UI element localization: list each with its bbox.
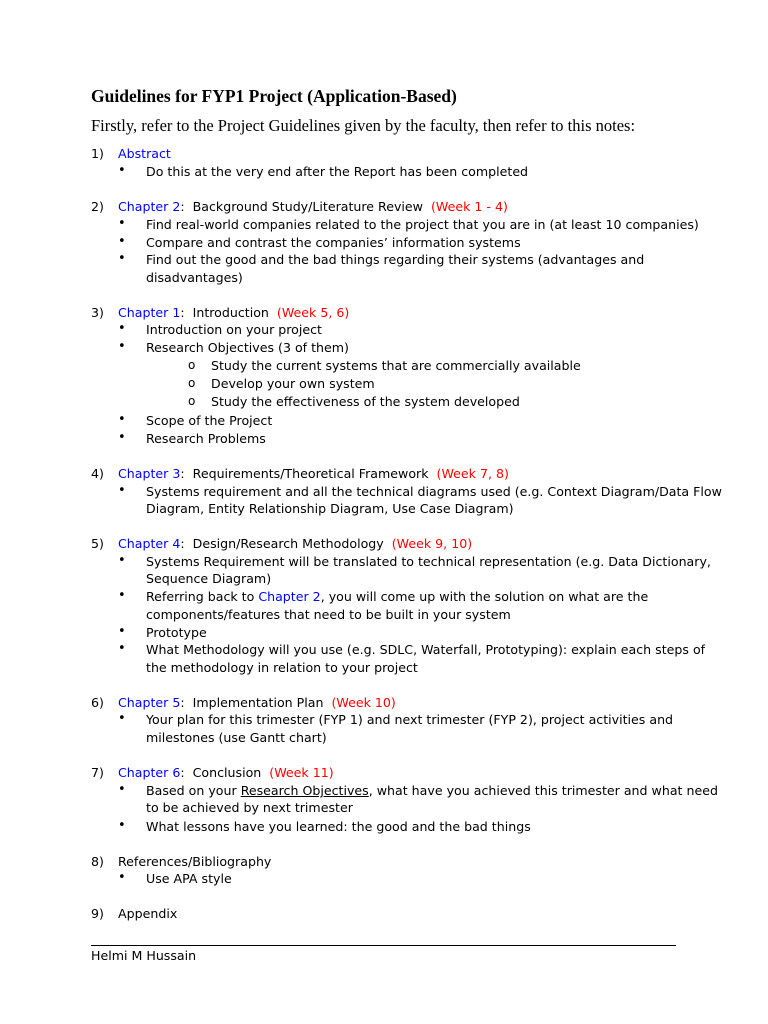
bullet-text bbox=[146, 783, 718, 798]
section-3-number: 3) bbox=[91, 305, 104, 320]
bullet-text: Find real-world companies related to the project that you are in (at least 10 companies) bbox=[146, 217, 699, 232]
bullet: • bbox=[118, 339, 126, 354]
week-label: (Week 5, 6) bbox=[276, 305, 350, 320]
research-objectives-link[interactable]: Research Objectives bbox=[240, 783, 369, 798]
bullet: • bbox=[118, 234, 126, 249]
bullet-text: Research Problems bbox=[146, 431, 266, 446]
bullet-text-continued: milestones (use Gantt chart) bbox=[146, 730, 327, 745]
week-label: (Week 7, 8) bbox=[436, 466, 509, 481]
abstract-link[interactable]: Abstract bbox=[118, 146, 171, 161]
section-3-heading bbox=[118, 305, 349, 320]
bullet: • bbox=[118, 782, 126, 797]
section-4-number: 4) bbox=[91, 466, 104, 481]
section-8-heading: References/Bibliography bbox=[118, 854, 272, 869]
section-6-number: 6) bbox=[91, 695, 104, 710]
bullet-text: Compare and contrast the companies’ information systems bbox=[146, 235, 521, 250]
bullet: • bbox=[118, 412, 126, 427]
section-9-number: 9) bbox=[91, 906, 104, 921]
bullet: • bbox=[118, 163, 126, 178]
chapter-3-link[interactable]: Chapter 3 bbox=[118, 466, 181, 481]
bullet-text: Prototype bbox=[146, 625, 207, 640]
bullet: • bbox=[118, 588, 126, 603]
bullet-text-continued: components/features that need to be built in your system bbox=[146, 607, 511, 622]
chapter-2-reference-link[interactable]: Chapter 2 bbox=[258, 589, 321, 604]
bullet-text: Research Objectives (3 of them) bbox=[146, 340, 349, 355]
sub-bullet: o bbox=[188, 358, 196, 372]
section-8-number: 8) bbox=[91, 854, 104, 869]
sub-bullet-text: Develop your own system bbox=[211, 376, 375, 391]
bullet: • bbox=[118, 818, 126, 833]
bullet-text bbox=[146, 589, 648, 604]
bullet: • bbox=[118, 624, 126, 639]
bullet-text-part: Referring back to bbox=[146, 589, 259, 604]
bullet-text-continued: to be achieved by next trimester bbox=[146, 800, 353, 815]
heading-text: Requirements/Theoretical Framework bbox=[192, 466, 429, 481]
heading-separator: : bbox=[180, 305, 185, 320]
footer-author: Helmi M Hussain bbox=[91, 948, 197, 963]
section-2-number: 2) bbox=[91, 199, 104, 214]
heading-text: Introduction bbox=[192, 305, 269, 320]
chapter-2-link[interactable]: Chapter 2 bbox=[118, 199, 181, 214]
bullet-text: Your plan for this trimester (FYP 1) and next trimester (FYP 2), project activities and bbox=[146, 712, 674, 727]
heading-text: Implementation Plan bbox=[192, 695, 324, 710]
sub-bullet-text: Study the effectiveness of the system developed bbox=[211, 394, 520, 409]
bullet: • bbox=[118, 641, 126, 656]
bullet-text-continued: Sequence Diagram) bbox=[146, 571, 272, 586]
section-5-heading bbox=[118, 536, 472, 551]
bullet-text: Use APA style bbox=[146, 871, 232, 886]
chapter-6-link[interactable]: Chapter 6 bbox=[118, 765, 181, 780]
bullet-text-part: , what have you achieved this trimester and what need bbox=[368, 783, 718, 798]
bullet-text-continued: the methodology in relation to your project bbox=[146, 660, 418, 675]
section-7-number: 7) bbox=[91, 765, 104, 780]
week-label: (Week 9, 10) bbox=[391, 536, 473, 551]
document-title: Guidelines for FYP1 Project (Application-Based) bbox=[91, 86, 457, 106]
week-label: (Week 10) bbox=[331, 695, 396, 710]
bullet-text: Scope of the Project bbox=[146, 413, 273, 428]
heading-text: Background Study/Literature Review bbox=[192, 199, 423, 214]
heading-separator: : bbox=[180, 695, 185, 710]
bullet-text-part: Based on your bbox=[146, 783, 241, 798]
chapter-5-link[interactable]: Chapter 5 bbox=[118, 695, 181, 710]
section-7-heading bbox=[118, 765, 334, 780]
bullet-text: Introduction on your project bbox=[146, 322, 322, 337]
bullet-text-continued: disadvantages) bbox=[146, 270, 243, 285]
bullet: • bbox=[118, 553, 126, 568]
bullet: • bbox=[118, 251, 126, 266]
heading-separator: : bbox=[180, 765, 185, 780]
chapter-1-link[interactable]: Chapter 1 bbox=[118, 305, 181, 320]
bullet: • bbox=[118, 711, 126, 726]
bullet-text: What lessons have you learned: the good and the bad things bbox=[146, 819, 531, 834]
bullet-text-continued: Diagram, Entity Relationship Diagram, Use Case Diagram) bbox=[146, 501, 514, 516]
bullet-text: What Methodology will you use (e.g. SDLC, Waterfall, Prototyping): explain each steps of bbox=[146, 642, 706, 657]
bullet-text: Find out the good and the bad things regarding their systems (advantages and bbox=[146, 252, 645, 267]
section-2-heading bbox=[118, 199, 508, 214]
bullet: • bbox=[118, 321, 126, 336]
sub-bullet: o bbox=[188, 376, 196, 390]
chapter-4-link[interactable]: Chapter 4 bbox=[118, 536, 181, 551]
heading-text: Conclusion bbox=[192, 765, 262, 780]
week-label: (Week 1 - 4) bbox=[431, 199, 508, 214]
bullet-text: Systems requirement and all the technical diagrams used (e.g. Context Diagram/Data Flow bbox=[146, 484, 722, 499]
intro-text: Firstly, refer to the Project Guidelines given by the faculty, then refer to this notes: bbox=[91, 116, 636, 135]
week-label: (Week 11) bbox=[269, 765, 334, 780]
bullet: • bbox=[118, 483, 126, 498]
bullet: • bbox=[118, 870, 126, 885]
bullet-text: Systems Requirement will be translated to technical representation (e.g. Data Dictionary, bbox=[146, 554, 711, 569]
bullet-text-part: , you will come up with the solution on what are the bbox=[320, 589, 649, 604]
section-6-heading bbox=[118, 695, 396, 710]
section-5-number: 5) bbox=[91, 536, 104, 551]
heading-separator: : bbox=[180, 199, 185, 214]
section-4-heading bbox=[118, 466, 509, 481]
bullet-text: Do this at the very end after the Report has been completed bbox=[146, 164, 529, 179]
footer-divider bbox=[91, 945, 676, 946]
heading-separator: : bbox=[180, 536, 185, 551]
sub-bullet-text: Study the current systems that are commercially available bbox=[211, 358, 581, 373]
sub-bullet: o bbox=[188, 394, 196, 408]
heading-separator: : bbox=[180, 466, 185, 481]
bullet: • bbox=[118, 430, 126, 445]
bullet: • bbox=[118, 216, 126, 231]
section-1-number: 1) bbox=[91, 146, 104, 161]
heading-text: Design/Research Methodology bbox=[192, 536, 384, 551]
section-9-heading: Appendix bbox=[118, 906, 178, 921]
